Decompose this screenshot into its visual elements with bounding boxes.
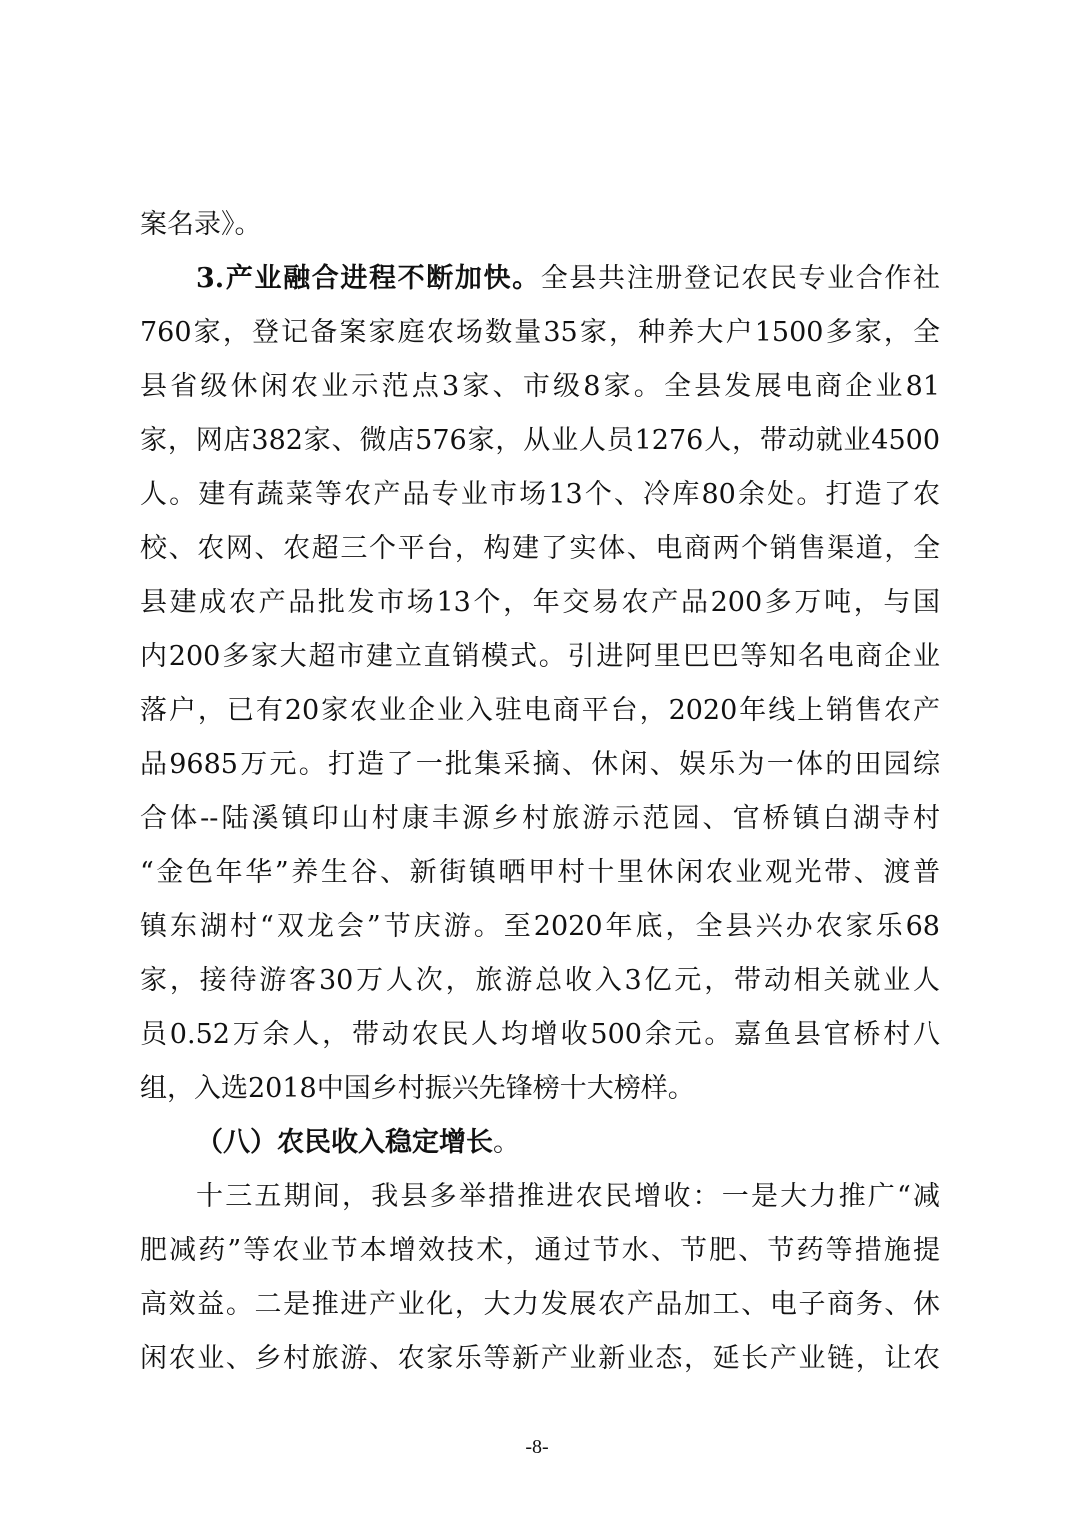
body-text-line: 内200多家大超市建立直销模式。引进阿里巴巴等知名电商企业: [140, 641, 940, 672]
body-text-line: 品9685万元。打造了一批集采摘、休闲、娱乐为一体的田园综: [140, 749, 940, 780]
body-text-line: 十三五期间，我县多举措推进农民增收：一是大力推广“减: [196, 1181, 940, 1212]
body-text-line: 镇东湖村“双龙会”节庆游。至2020年底，全县兴办农家乐68: [140, 911, 940, 942]
body-text-line: 员0.52万余人，带动农民人均增收500余元。嘉鱼县官桥村八: [140, 1019, 940, 1050]
body-text-line: 人。建有蔬菜等农产品专业市场13个、冷库80余处。打造了农: [140, 479, 940, 510]
body-text-line: 县省级休闲农业示范点3家、市级8家。全县发展电商企业81: [140, 371, 940, 402]
body-text-line: 高效益。二是推进产业化，大力发展农产品加工、电子商务、休: [140, 1289, 940, 1320]
page-number: -8-: [525, 1436, 549, 1458]
body-text-line: 案名录》。: [140, 209, 262, 240]
body-text-line: 校、农网、农超三个平台，构建了实体、电商两个销售渠道，全: [140, 533, 940, 564]
body-text-line: 肥减药”等农业节本增效技术，通过节水、节肥、节药等措施提: [140, 1235, 940, 1266]
body-text-span: 全县共注册登记农民专业合作社: [540, 263, 940, 294]
body-text-line: 组，入选2018中国乡村振兴先锋榜十大榜样。: [140, 1073, 695, 1104]
body-text-line: 县建成农产品批发市场13个，年交易农产品200多万吨，与国: [140, 587, 940, 618]
section-heading: （八）农民收入稳定增长: [196, 1127, 493, 1158]
section-heading-line: [196, 1116, 940, 1170]
body-text-line: 家，网店382家、微店576家，从业人员1276人，带动就业4500: [140, 425, 940, 456]
body-text-line: 760家，登记备案家庭农场数量35家，种养大户1500多家，全: [140, 317, 940, 348]
body-text-line: 家，接待游客30万人次，旅游总收入3亿元，带动相关就业人: [140, 965, 940, 996]
body-text-line: 合体--陆溪镇印山村康丰源乡村旅游示范园、官桥镇白湖寺村: [140, 803, 940, 834]
section-subheading: 3.产业融合进程不断加快。: [196, 263, 541, 294]
body-text-line: 闲农业、乡村旅游、农家乐等新产业新业态，延长产业链，让农: [140, 1343, 940, 1374]
section-heading-punctuation: 。: [493, 1127, 520, 1158]
body-text-line: 落户，已有20家农业企业入驻电商平台，2020年线上销售农产: [140, 695, 940, 726]
body-text-line: “金色年华”养生谷、新街镇晒甲村十里休闲农业观光带、渡普: [140, 857, 940, 888]
paragraph-line-with-heading: [196, 252, 940, 306]
